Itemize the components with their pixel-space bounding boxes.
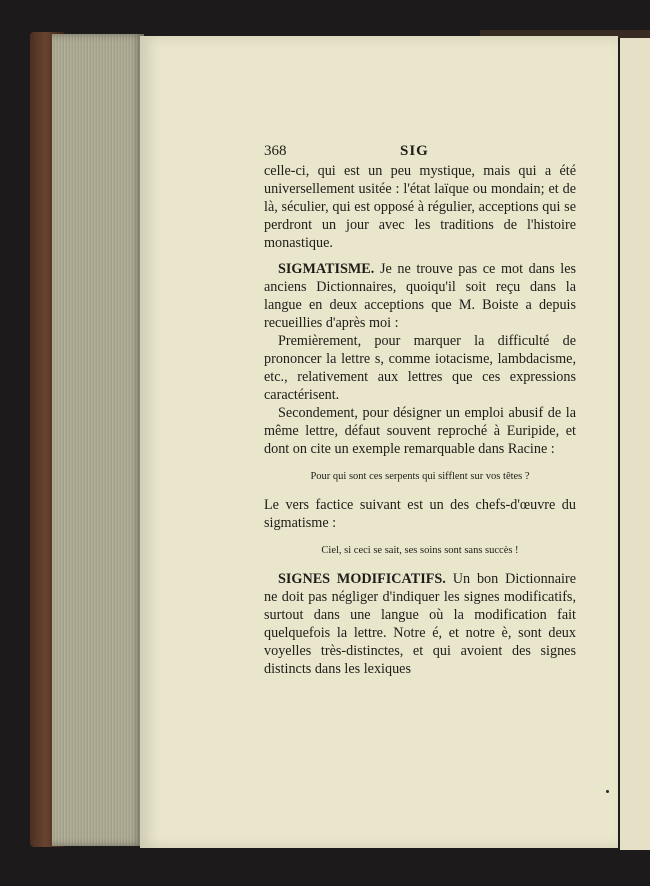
paragraph-premierement: Premièrement, pour marquer la difficulté de prononcer la lettre s, comme iotacisme, lambdacisme, etc., relativement aux lettres que ces expressions caractérisent. xyxy=(264,333,576,403)
page-text xyxy=(264,142,576,678)
page-stack-edges xyxy=(52,34,144,846)
paragraph-continuation: celle-ci, qui est un peu mystique, mais qui a été universellement usitée : l'état laïque ou mondain; et de là, séculier, qui est opposé à régulier, acceptions qui se perdront un jour avec les traditions de l'histoire monastique. xyxy=(264,163,576,251)
page-number: 368 xyxy=(264,143,287,159)
entry-sigmatisme xyxy=(264,260,576,332)
page-mark xyxy=(606,790,609,793)
quote-sigmatisme: Ciel, si ceci se sait, ses soins sont sans succès ! xyxy=(321,545,519,556)
paragraph-secondement: Secondement, pour désigner un emploi abusif de la même lettre, défaut souvent reproché à Euripide, et dont on cite un exemple remarquable dans Racine : xyxy=(264,405,576,457)
quote-racine: Pour qui sont ces serpents qui sifflent sur vos têtes ? xyxy=(310,471,530,482)
entry-sigmatisme-text: Je ne trouve pas ce mot dans les anciens Dictionnaires, quoiqu'il soit reçu dans la langue en deux acceptions que M. Boiste a depuis recueillies d'après moi : xyxy=(264,261,577,331)
paragraph-vers-factice: Le vers factice suivant est un des chefs-d'œuvre du sigmatisme : xyxy=(264,497,576,531)
running-head: SIG xyxy=(400,143,429,159)
headword-signes-modificatifs: SIGNES MODIFICATIFS. xyxy=(278,571,446,587)
facing-page-edge xyxy=(618,38,650,850)
book-page xyxy=(140,36,618,848)
entry-signes-modificatifs xyxy=(264,570,576,678)
running-header xyxy=(264,142,576,162)
entry-signes-text: Un bon Dictionnaire ne doit pas négliger d'indiquer les signes modificatifs, surtout dans une langue où la modification fait quelquefois la lettre. Notre é, et notre è, sont deux voyelles très-distinctes, et qui avoient des signes distincts dans les lexiques xyxy=(264,571,577,677)
headword-sigmatisme: SIGMATISME. xyxy=(278,261,375,277)
